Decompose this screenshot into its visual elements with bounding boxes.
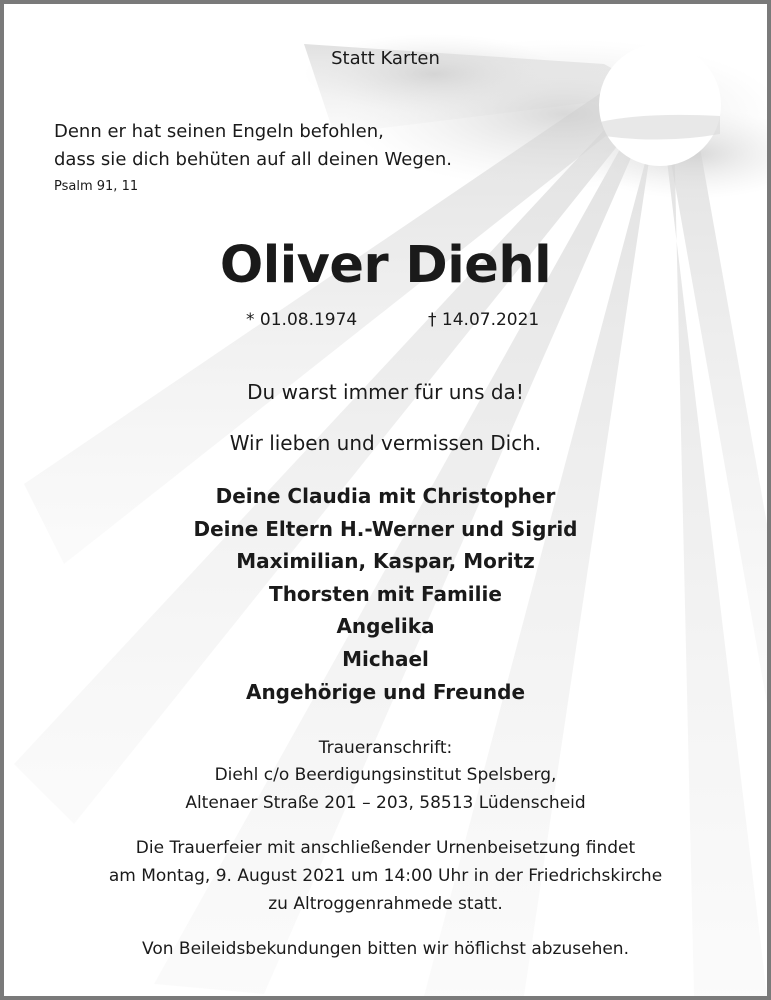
birth-date: * 01.08.1974: [246, 310, 358, 330]
deceased-name: Oliver Diehl: [219, 236, 552, 295]
address-label: Traueranschrift:: [318, 738, 453, 758]
mourner-entry: Thorsten mit Familie: [269, 581, 502, 606]
mourner-entry: Angelika: [336, 614, 435, 639]
address-line-1: Diehl c/o Beerdigungsinstitut Spelsberg,: [214, 765, 557, 785]
bible-verse-source: Psalm 91, 11: [54, 179, 139, 194]
funeral-info-line-3: zu Altroggenrahmede statt.: [268, 894, 503, 914]
bible-verse-line-2: dass sie dich behüten auf all deinen Wegen.: [54, 149, 452, 170]
mourners-list: [4, 482, 767, 710]
bible-verse-line-1: Denn er hat seinen Engeln befohlen,: [54, 121, 384, 142]
mourner-entry: Maximilian, Kaspar, Moritz: [236, 549, 535, 574]
mourner-entry: Deine Eltern H.-Werner und Sigrid: [193, 516, 578, 541]
header-statt-karten: Statt Karten: [331, 48, 440, 69]
death-date: † 14.07.2021: [428, 310, 540, 330]
cloud-shape: [304, 34, 564, 114]
message-line-2: Wir lieben und vermissen Dich.: [229, 431, 542, 455]
message-line-1: Du warst immer für uns da!: [247, 380, 524, 404]
funeral-info-line-1: Die Trauerfeier mit anschließender Urnenbeisetzung findet: [135, 838, 636, 858]
closing-note: Von Beileidsbekundungen bitten wir höflichst abzusehen.: [142, 939, 629, 959]
funeral-info-line-2: am Montag, 9. August 2021 um 14:00 Uhr in der Friedrichskirche: [108, 866, 663, 886]
mourner-entry: Michael: [342, 646, 429, 671]
mourner-entry: Angehörige und Freunde: [245, 679, 526, 704]
address-line-2: Altenaer Straße 201 – 203, 58513 Lüdenscheid: [185, 793, 586, 813]
mourner-entry: Deine Claudia mit Christopher: [215, 484, 556, 508]
